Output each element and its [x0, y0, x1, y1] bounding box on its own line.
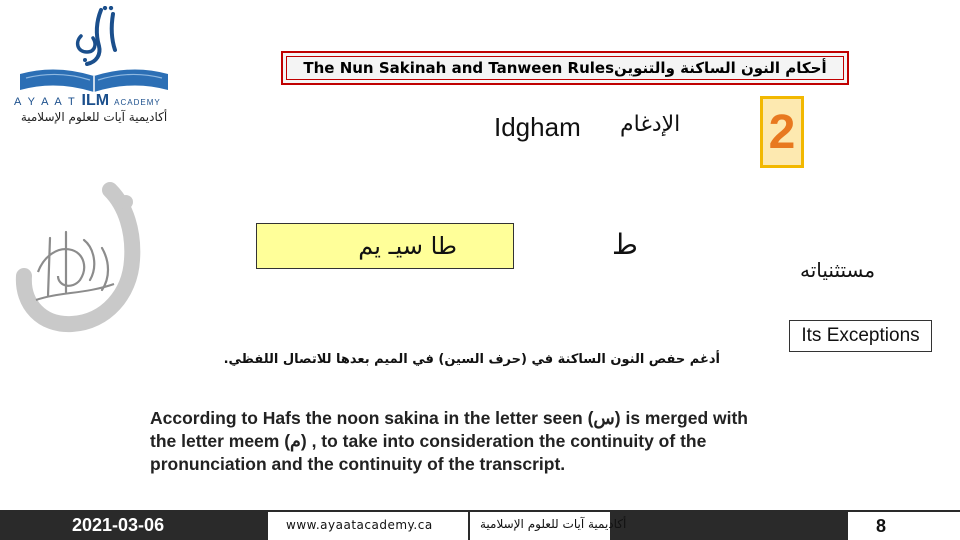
footer-bar — [0, 510, 960, 540]
topic-english: Idgham — [494, 112, 581, 142]
letters-box — [256, 223, 514, 269]
letters-text: طا سيـ يم — [358, 232, 457, 260]
rule-english: According to Hafs the noon sakina in the letter seen (س) is merged with the letter meem (م) , to take into consideration the continuity of the pronunciation and the continuity of the transcript. — [150, 408, 748, 474]
logo-wordmark-right: ACADEMY — [114, 98, 161, 107]
slide-title-frame — [286, 56, 844, 80]
logo-wordmark-left: A Y A A T — [14, 96, 77, 108]
logo-wordmark-ilm: ILM — [81, 92, 110, 109]
ayaat-logo-icon — [61, 6, 131, 70]
slide-number-badge — [760, 96, 804, 168]
logo-arabic-name: أكاديمية آيات للعلوم الإسلامية — [20, 110, 168, 124]
logo-wordmark — [14, 92, 174, 108]
exceptions-arabic: مستثنياته — [800, 258, 876, 282]
footer-page-number: 8 — [876, 516, 887, 536]
footer-arabic-name: أكاديمية آيات للعلوم الإسلامية — [480, 517, 627, 531]
footer-website: www.ayaatacademy.ca — [286, 518, 433, 532]
rule-arabic: أدغم حفص النون الساكنة في (حرف السين) في الميم بعدها للاتصال اللفظي. — [223, 352, 720, 367]
slide-title: The Nun Sakinah and Tanween Rulesأحكام النون الساكنة والتنوين — [303, 59, 827, 77]
arabic-calligraphy-icon — [14, 176, 154, 334]
footer-date: 2021-03-06 — [72, 515, 165, 535]
slide-title-box — [281, 51, 849, 85]
open-book-icon — [16, 66, 172, 94]
academy-logo — [6, 6, 182, 126]
exceptions-english: Its Exceptions — [789, 320, 932, 352]
topic-arabic: الإدغام — [620, 112, 681, 137]
highlight-letter: ط — [612, 228, 638, 261]
slide-number: 2 — [768, 105, 796, 159]
footer-page-panel — [848, 512, 960, 540]
